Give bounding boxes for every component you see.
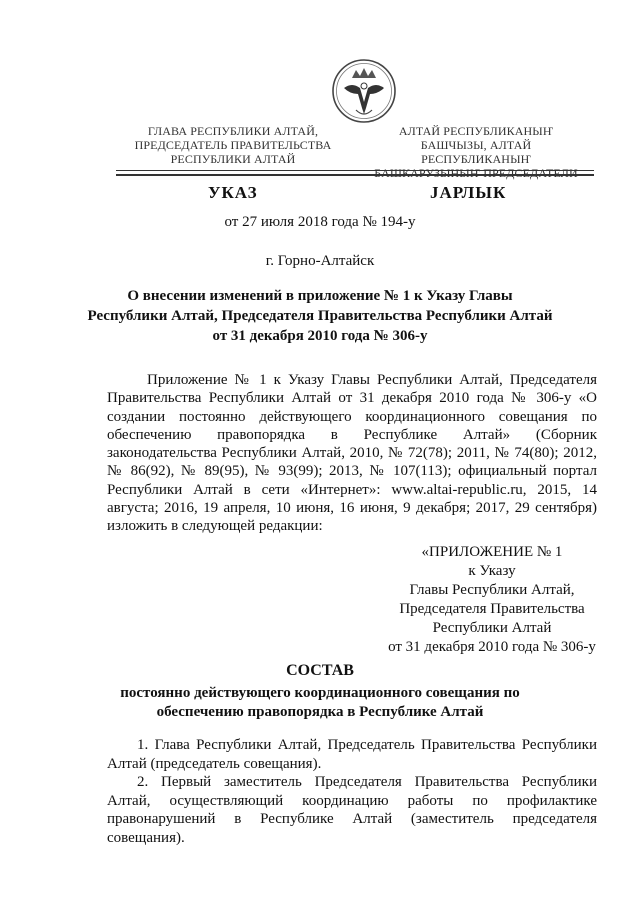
header-left-line: РЕСПУБЛИКИ АЛТАЙ bbox=[170, 152, 296, 166]
header-right-line: БАШЧЫЗЫ, АЛТАЙ РЕСПУБЛИКАНЫҤ bbox=[420, 138, 532, 166]
list-item: 2. Первый заместитель Председателя Правительства Республики Алтай, осуществляющий координацию работы по профилактике правонарушений в Республике Алтай (заместитель председателя совещания). bbox=[107, 774, 597, 846]
doc-title-altai: JАРЛЫК bbox=[430, 183, 507, 202]
emblem-icon bbox=[330, 58, 398, 124]
subject-line: от 31 декабря 2010 года № 306-у bbox=[212, 328, 428, 344]
appendix-line: от 31 декабря 2010 года № 306-у bbox=[388, 639, 596, 655]
header-left-line: ГЛАВА РЕСПУБЛИКИ АЛТАЙ, bbox=[147, 124, 319, 138]
sostav-title: СОСТАВ bbox=[286, 662, 354, 679]
sostav-subtitle-line: постоянно действующего координационного совещания по bbox=[120, 685, 520, 701]
doc-city: г. Горно-Алтайск bbox=[265, 253, 375, 269]
appendix-line: Председателя Правительства bbox=[399, 601, 585, 617]
list-item: 1. Глава Республики Алтай, Председатель Правительства Республики Алтай (председатель совещания). bbox=[107, 737, 597, 772]
doc-subject bbox=[0, 286, 640, 346]
appendix-line: Главы Республики Алтай, bbox=[409, 582, 575, 598]
appendix-line: Республики Алтай bbox=[432, 620, 552, 636]
header-right-line: АЛТАЙ РЕСПУБЛИКАНЫҤ bbox=[398, 124, 554, 138]
header-left-line: ПРЕДСЕДАТЕЛЬ ПРАВИТЕЛЬСТВА bbox=[134, 138, 332, 152]
member-list bbox=[107, 736, 597, 847]
sostav-subtitle bbox=[0, 684, 640, 722]
header-right-line: БАШКАРУЗЫНЫҤ ПРЕДСЕДАТЕЛИ bbox=[374, 166, 578, 180]
doc-date: от 27 июля 2018 года № 194-у bbox=[224, 214, 416, 230]
appendix-line: «ПРИЛОЖЕНИЕ № 1 bbox=[421, 544, 563, 560]
header-divider-thick bbox=[116, 174, 594, 176]
sostav-subtitle-line: обеспечению правопорядка в Республике Алтай bbox=[156, 704, 484, 720]
appendix-line: к Указу bbox=[468, 563, 516, 579]
subject-line: Республики Алтай, Председателя Правительства Республики Алтай bbox=[87, 308, 553, 324]
appendix-block bbox=[362, 543, 622, 657]
intro-paragraph: Приложение № 1 к Указу Главы Республики Алтай, Председателя Правительства Республики Алтай от 31 декабря 2010 года № 306-у «О создании постоянно действующего координационного совещания по обеспечению правопорядка в Республике Алтай» (Сборник законодательства Республики Алтай, 2010, № 72(78); 2011, № 74(80); 2012, № 86(92), № 89(95), № 93(99); 2013, № 107(113); официальный портал Республики Алтай в сети «Интернет»: www.altai-republic.ru, 2015, 14 августа; 2016, 19 апреля, 10 июня, 16 июня, 9 декабря; 2017, 29 сентября) изложить в следующей редакции: bbox=[107, 372, 597, 535]
header-left-block bbox=[128, 124, 338, 166]
header-right-block bbox=[366, 124, 586, 180]
subject-line: О внесении изменений в приложение № 1 к Указу Главы bbox=[127, 288, 513, 304]
doc-title-ru: УКАЗ bbox=[208, 183, 258, 202]
header-divider-thin bbox=[116, 170, 594, 171]
